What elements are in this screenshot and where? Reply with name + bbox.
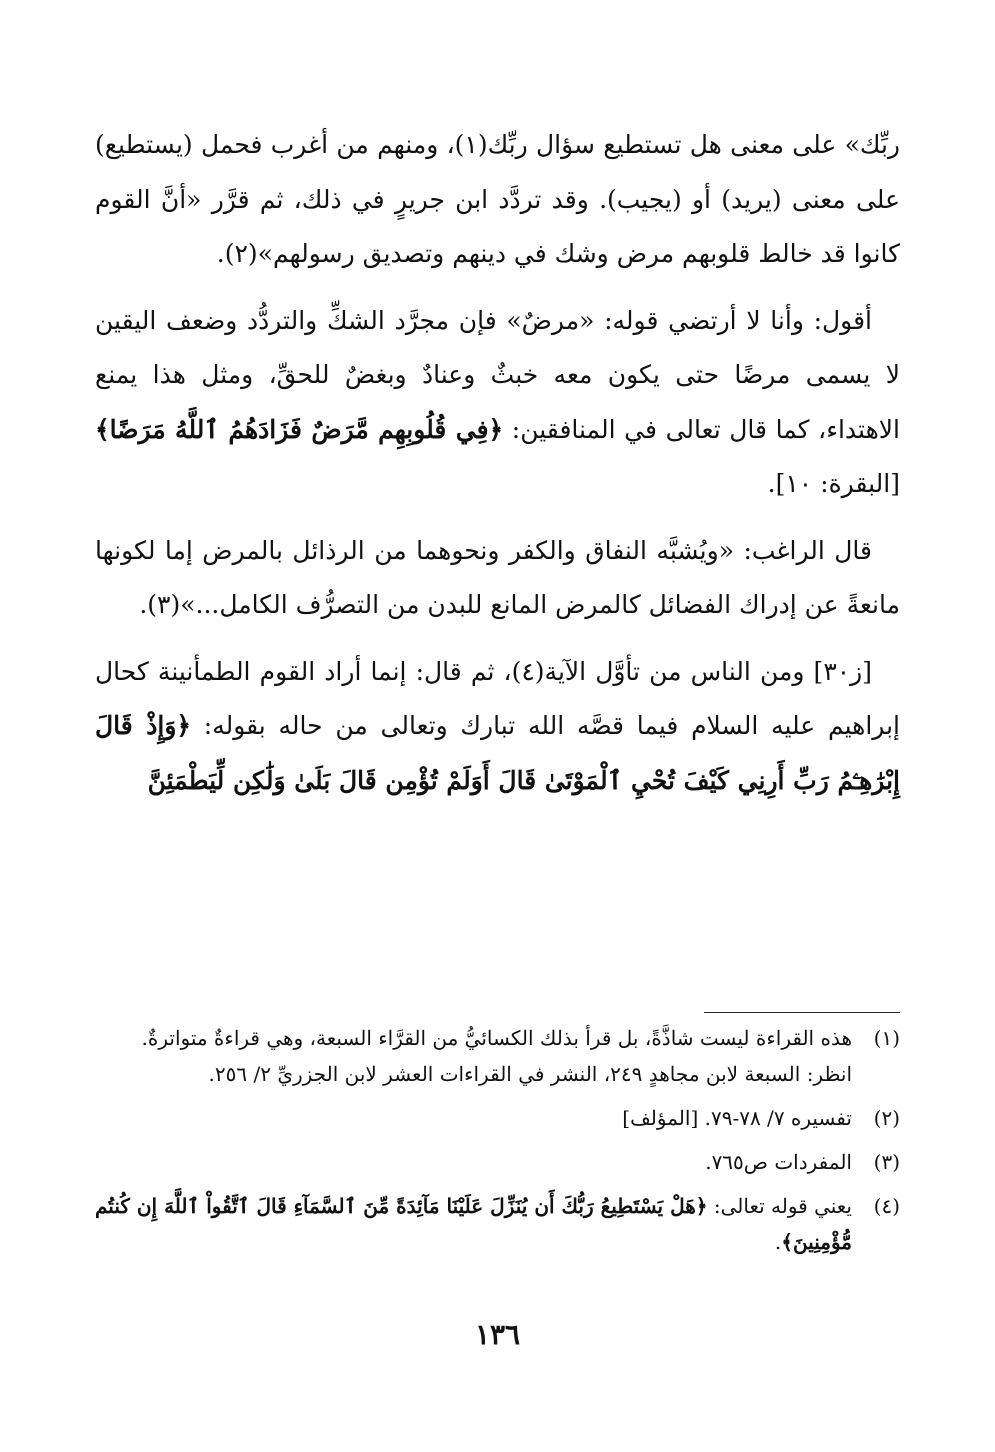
paragraph-1 (95, 118, 900, 282)
footnote-text (95, 1144, 852, 1180)
footnote-line: هذه القراءة ليست شاذَّةً، بل قرأ بذلك الكسائيُّ من القرَّاء السبعة، وهي قراءةٌ متواترةٌ. (141, 1026, 852, 1050)
quran-verse-maidah: ﴿هَلْ يَسْتَطِيعُ رَبُّكَ أَن يُنَزِّلَ عَلَيْنَا مَآئِدَةً مِّنَ ٱلسَّمَآءِ قَالَ ٱتَّقُواْ ٱللَّهَ إِن كُنتُم مُّؤْمِنِينَ﴾ (95, 1194, 852, 1254)
footnote-number: (٢) (873, 1106, 900, 1130)
page-number: ١٣٦ (474, 1318, 521, 1351)
paragraph-4-text: [ز٣٠] ومن الناس من تأوَّل الآية(٤)، ثم قال: إنما أراد القوم الطمأنينة كحال إبراهيم عليه السلام فيما قصَّه الله تبارك وتعالى من حاله بقوله: (95, 656, 900, 740)
footnote-text (95, 1020, 852, 1092)
paragraph-1-text: ربِّك» على معنى هل تستطيع سؤال ربِّك(١)، ومنهم من أغرب فحمل (يستطيع) على معنى (يريد) أو (يجيب). وقد تردَّد ابن جريرٍ في ذلك، ثم قرَّر «أنَّ القوم كانوا قد خالط قلوبهم مرض وشك في دينهم وتصديق رسولهم»(٢). (95, 130, 901, 268)
footnote-line: تفسيره ٧/ ٧٨-٧٩. [المؤلف] (622, 1106, 852, 1130)
paragraph-4 (95, 645, 900, 809)
footnote-number: (٣) (873, 1150, 900, 1174)
paragraph-2-text: أقول: وأنا لا أرتضي قوله: «مرضٌ» فإن مجرَّد الشكِّ والتردُّد وضعف اليقين لا يسمى مرضًا حتى يكون معه خبثٌ وعنادٌ وبغضٌ للحقِّ، ومثل هذا يمنع الاهتداء، كما قال تعالى في المنافقين: (95, 305, 900, 444)
paragraph-3-text: قال الراغب: «ويُشبَّه النفاق والكفر ونحوهما من الرذائل بالمرض إما لكونها مانعةً عن إدراك الفضائل كالمرض المانع للبدن من التصرُّف الكامل...»(٣). (95, 535, 900, 619)
footnote-1 (95, 1020, 900, 1092)
quran-verse-baqarah: ﴿فِي قُلُوبِهِم مَّرَضٌ فَزَادَهُمُ ٱللَّهُ مَرَضًا﴾ (95, 414, 504, 444)
footnote-period: . (774, 1230, 782, 1254)
footnote-line: يعني قوله تعالى: (713, 1194, 853, 1218)
footnote-number: (١) (873, 1026, 900, 1050)
footnote-separator (704, 1012, 900, 1013)
footnote-text (95, 1100, 852, 1136)
paragraph-3 (95, 524, 900, 633)
footnote-3 (95, 1144, 900, 1180)
footnote-text (95, 1188, 852, 1260)
footnote-line: المفردات ص٧٦٥. (705, 1150, 852, 1174)
footnote-2 (95, 1100, 900, 1136)
paragraph-2 (95, 294, 900, 512)
verse-reference: [البقرة: ١٠]. (767, 469, 900, 498)
quran-verse-ibrahim: ﴿وَإِذْ قَالَ إِبْرَٰهِـۧمُ رَبِّ أَرِنِي كَيْفَ تُحْيِ ٱلْمَوْتَىٰ قَالَ أَوَلَمْ تُؤْمِن قَالَ بَلَىٰ وَلَٰكِن لِّيَطْمَئِنَّ (95, 711, 900, 795)
main-text (95, 118, 900, 820)
footnote-4 (95, 1188, 900, 1260)
footnotes (95, 1020, 900, 1268)
footnote-line: انظر: السبعة لابن مجاهدٍ ٢٤٩، النشر في القراءات العشر لابن الجزريِّ ٢/ ٢٥٦. (208, 1062, 852, 1086)
footnote-number: (٤) (873, 1194, 900, 1218)
